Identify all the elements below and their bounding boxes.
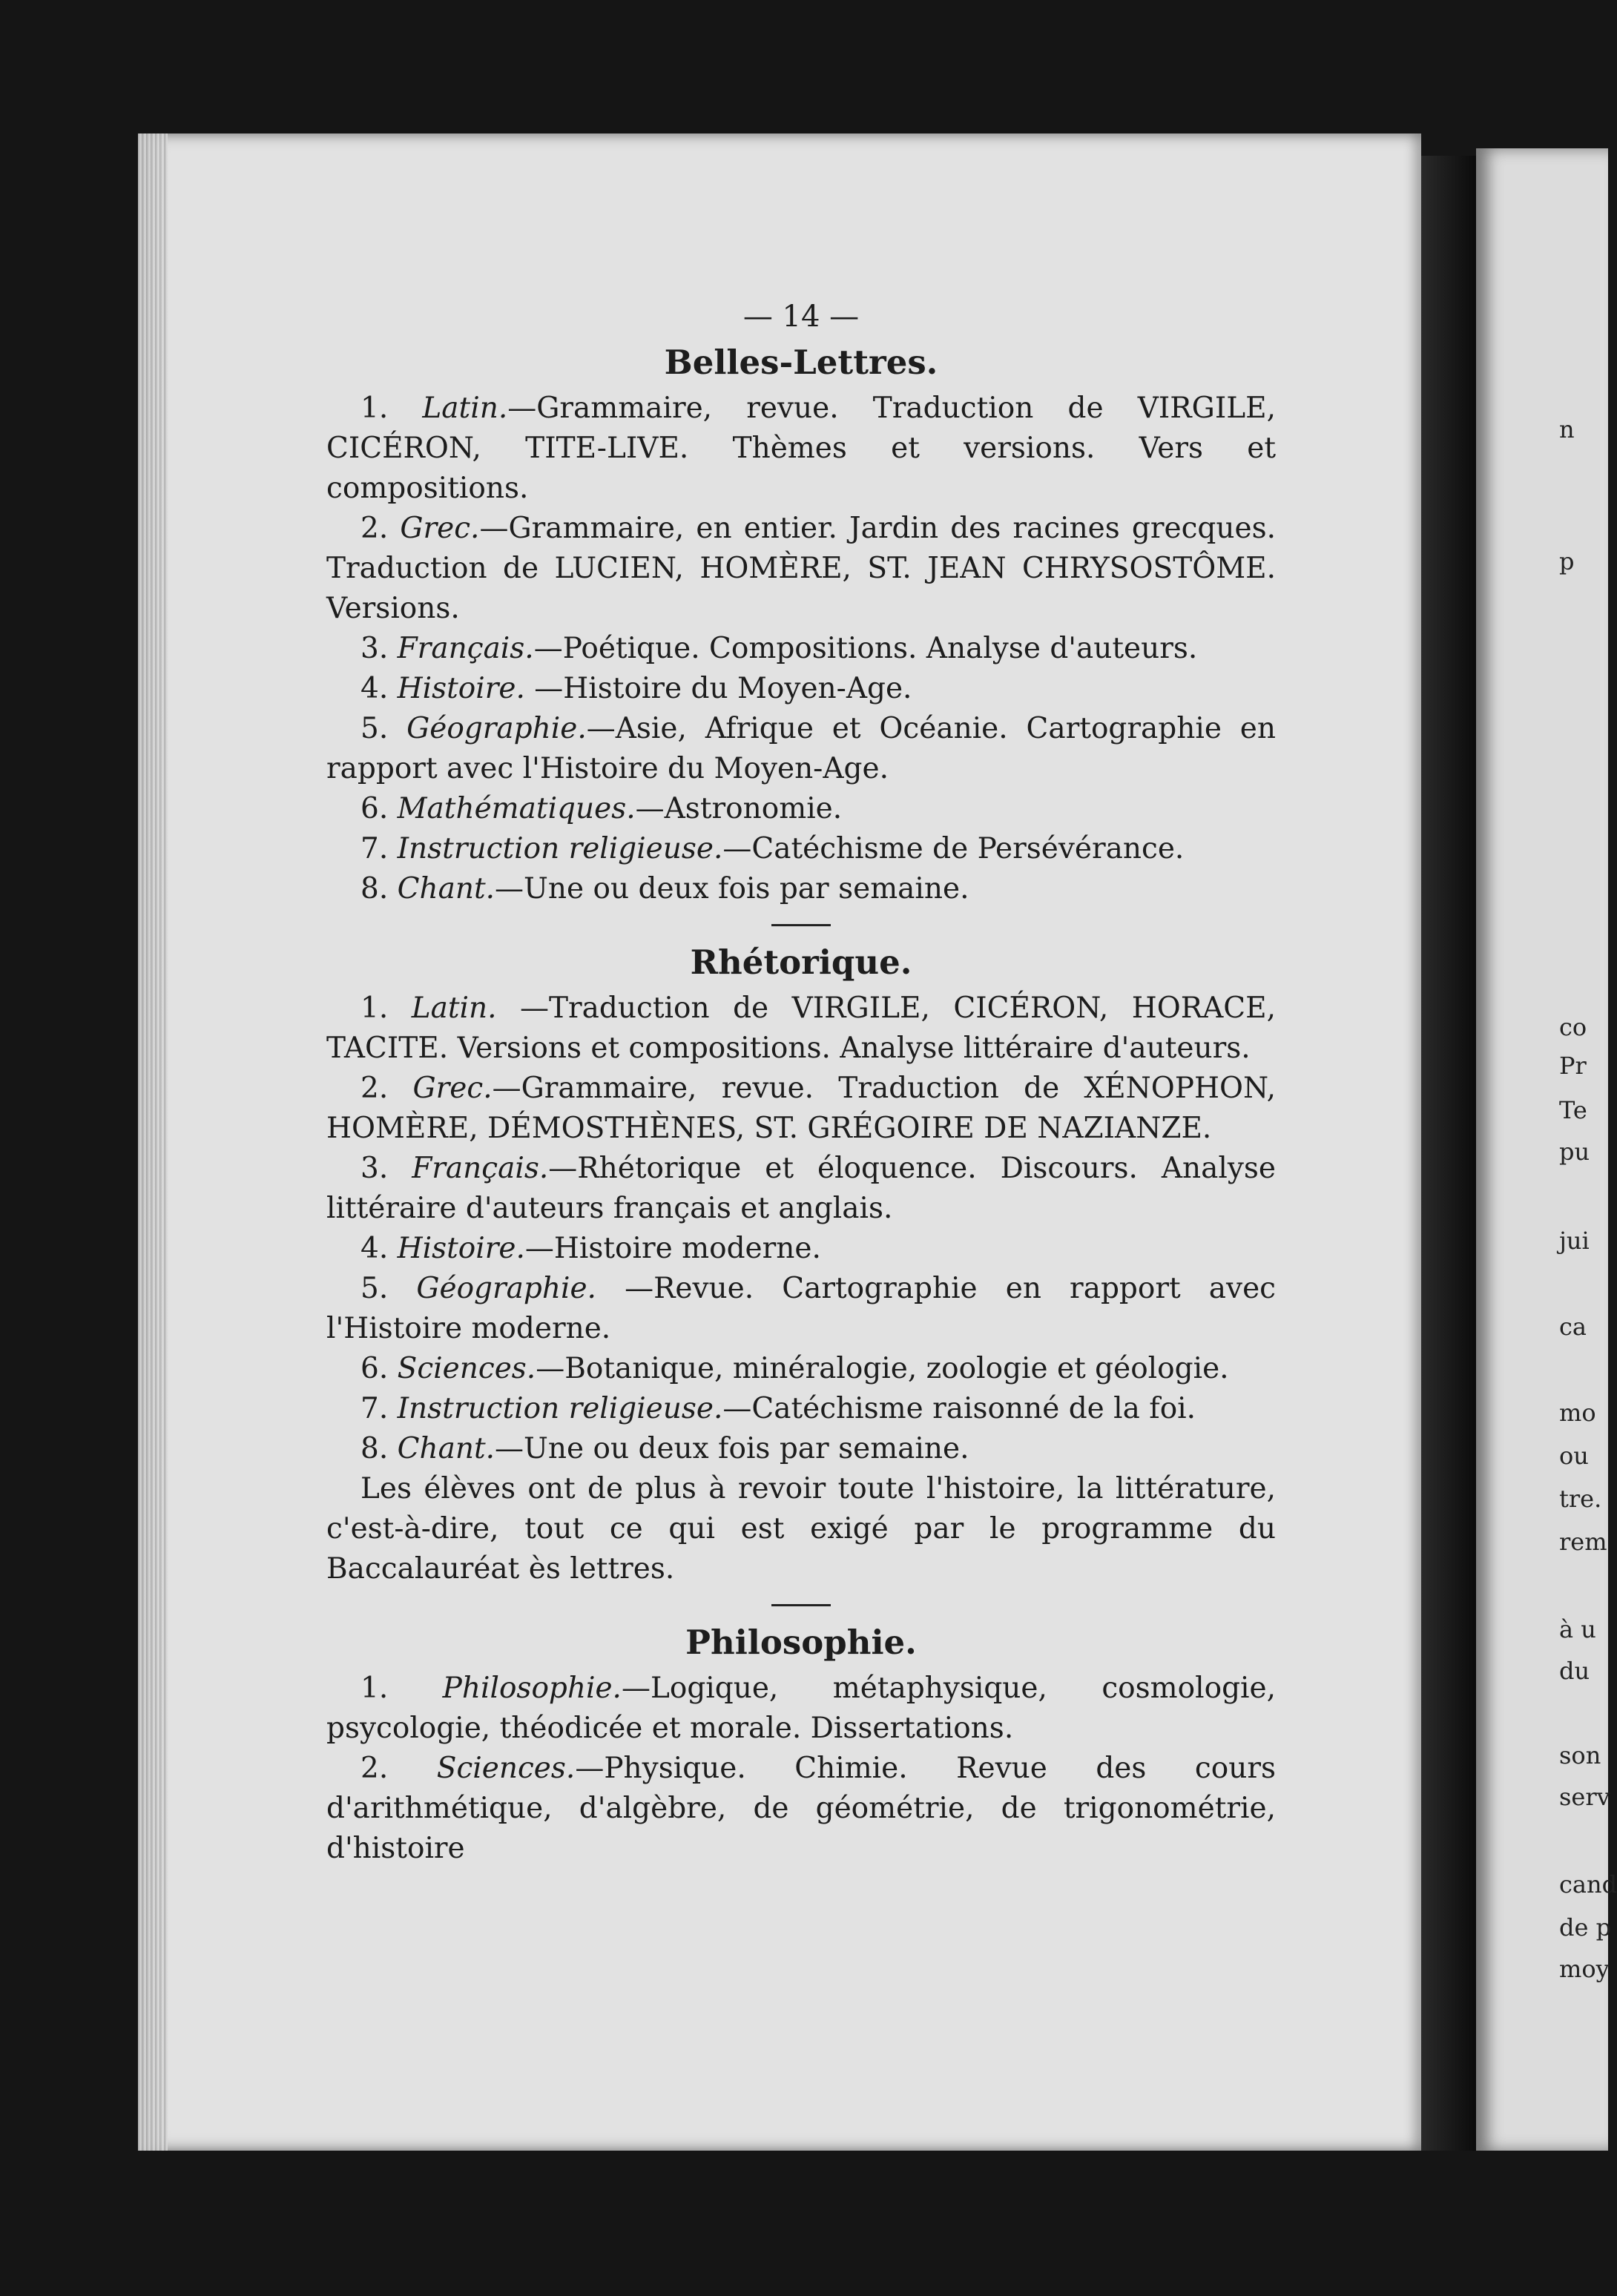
facing-page-fragment: serv [1559,1783,1610,1811]
item-text: —Histoire du Moyen-Age. [524,672,912,705]
list-item [326,869,1276,909]
item-number: 5. [360,712,389,745]
list-item [326,709,1276,789]
item-number: 6. [360,792,389,825]
list-item [326,1429,1276,1469]
item-text: —Poétique. Compositions. Analyse d'auteurs. [533,632,1198,665]
page-edge [138,133,168,2151]
list-item [326,389,1276,509]
facing-page-fragment: à u [1559,1615,1596,1643]
item-number: 2. [360,512,389,545]
facing-page-fragment: du [1559,1657,1590,1685]
item-label: Français. [412,1152,549,1185]
facing-page-fragment: pu [1559,1138,1590,1166]
facing-page-fragment: Te [1559,1096,1587,1124]
item-number: 6. [360,1352,389,1385]
item-number: 5. [360,1272,389,1305]
facing-page-fragment: son [1559,1741,1601,1769]
list-item [326,629,1276,669]
item-label: Chant. [397,872,495,905]
item-text: —Physique. Chimie. Revue des cours d'arithmétique, d'algèbre, de géométrie, de trigonométrie, d'histoire [326,1752,1276,1865]
facing-page-fragment: jui [1559,1227,1590,1255]
item-number: 7. [360,832,389,865]
facing-page-fragment: Pr [1559,1052,1587,1080]
facing-page-fragment: moy [1559,1955,1610,1983]
item-text: —Grammaire, revue. Traduction de XÉNOPHON, HOMÈRE, DÉMOSTHÈNES, ST. GRÉGOIRE DE NAZIANZE. [326,1072,1276,1145]
item-label: Grec. [412,1072,493,1105]
item-label: Géographie. [406,712,587,745]
item-number: 8. [360,1432,389,1465]
page-number: — 14 — [742,300,860,334]
list-item [326,1749,1276,1869]
section-note: Les élèves ont de plus à revoir toute l'histoire, la littérature, c'est-à-dire, tout ce qui est exigé par le programme du Baccalauréat ès lettres. [326,1472,1276,1586]
item-label: Sciences. [397,1352,536,1385]
item-text: —Rhétorique et éloquence. Discours. Analyse littéraire d'auteurs français et anglais. [326,1152,1276,1225]
list-item [326,829,1276,869]
item-text: —Une ou deux fois par semaine. [495,872,969,905]
list-item [326,669,1276,709]
facing-page-fragment: tre. [1559,1485,1602,1513]
page-text [326,297,1276,1869]
section-title: Belles-Lettres. [664,343,938,382]
item-label: Géographie. [416,1272,596,1305]
item-label: Mathématiques. [397,792,636,825]
item-text: —Grammaire, en entier. Jardin des racines grecques. Traduction de LUCIEN, HOMÈRE, ST. JEAN CHRYSOSTÔME. Versions. [326,512,1276,625]
facing-page-fragment: cand [1559,1870,1617,1899]
item-text: —Astronomie. [635,792,843,825]
item-label: Histoire. [397,672,525,705]
list-item [326,1269,1276,1349]
item-text: —Une ou deux fois par semaine. [495,1432,969,1465]
list-item [326,1669,1276,1749]
list-item [326,1149,1276,1229]
item-number: 3. [360,1152,389,1185]
facing-page-fragment: ou [1559,1442,1589,1470]
item-number: 4. [360,1232,389,1265]
item-label: Instruction religieuse. [397,1392,723,1425]
item-text: —Histoire moderne. [524,1232,821,1265]
item-text: —Catéchisme de Persévérance. [722,832,1185,865]
facing-page-fragment: de p [1559,1913,1612,1942]
item-label: Sciences. [436,1752,576,1785]
item-label: Français. [397,632,534,665]
list-item [326,1349,1276,1389]
list-item [326,1229,1276,1269]
item-label: Latin. [422,392,508,425]
item-number: 2. [360,1752,389,1785]
item-number: 1. [360,992,389,1025]
section-title: Philosophie. [685,1623,917,1662]
list-item [326,789,1276,829]
item-number: 4. [360,672,389,705]
item-label: Instruction religieuse. [397,832,723,865]
item-number: 7. [360,1392,389,1425]
item-text: —Botanique, minéralogie, zoologie et géologie. [536,1352,1229,1385]
list-item [326,989,1276,1069]
item-text: —Asie, Afrique et Océanie. Cartographie en rapport avec l'Histoire du Moyen-Age. [326,712,1276,785]
item-label: Chant. [397,1432,495,1465]
facing-page-fragment: ca [1559,1313,1587,1341]
list-item [326,1389,1276,1429]
facing-page-fragment: mo [1559,1399,1596,1427]
item-number: 3. [360,632,389,665]
item-text: —Catéchisme raisonné de la foi. [722,1392,1196,1425]
item-label: Histoire. [397,1232,525,1265]
section-title: Rhétorique. [690,943,912,982]
list-item [326,509,1276,629]
item-text: —Traduction de VIRGILE, CICÉRON, HORACE, TACITE. Versions et compositions. Analyse littéraire d'auteurs. [326,992,1276,1065]
item-number: 8. [360,872,389,905]
facing-page-fragment: rem [1559,1528,1607,1556]
item-label: Latin. [411,992,497,1025]
item-label: Philosophie. [442,1672,622,1705]
facing-page-fragment: n [1559,415,1575,443]
item-text: —Revue. Cartographie en rapport avec l'Histoire moderne. [326,1272,1276,1345]
list-item [326,1069,1276,1149]
item-text: —Grammaire, revue. Traduction de VIRGILE, CICÉRON, TITE-LIVE. Thèmes et versions. Vers et compositions. [326,392,1276,505]
section-divider [771,1604,831,1606]
facing-page-fragment: p [1559,547,1575,575]
item-number: 1. [360,1672,389,1705]
item-number: 2. [360,1072,389,1105]
section-divider [771,924,831,926]
facing-page-fragment: co [1559,1013,1587,1041]
item-label: Grec. [400,512,480,545]
book-gutter [1421,156,1476,2151]
item-text: —Logique, métaphysique, cosmologie, psycologie, théodicée et morale. Dissertations. [326,1672,1276,1745]
item-number: 1. [360,392,389,425]
